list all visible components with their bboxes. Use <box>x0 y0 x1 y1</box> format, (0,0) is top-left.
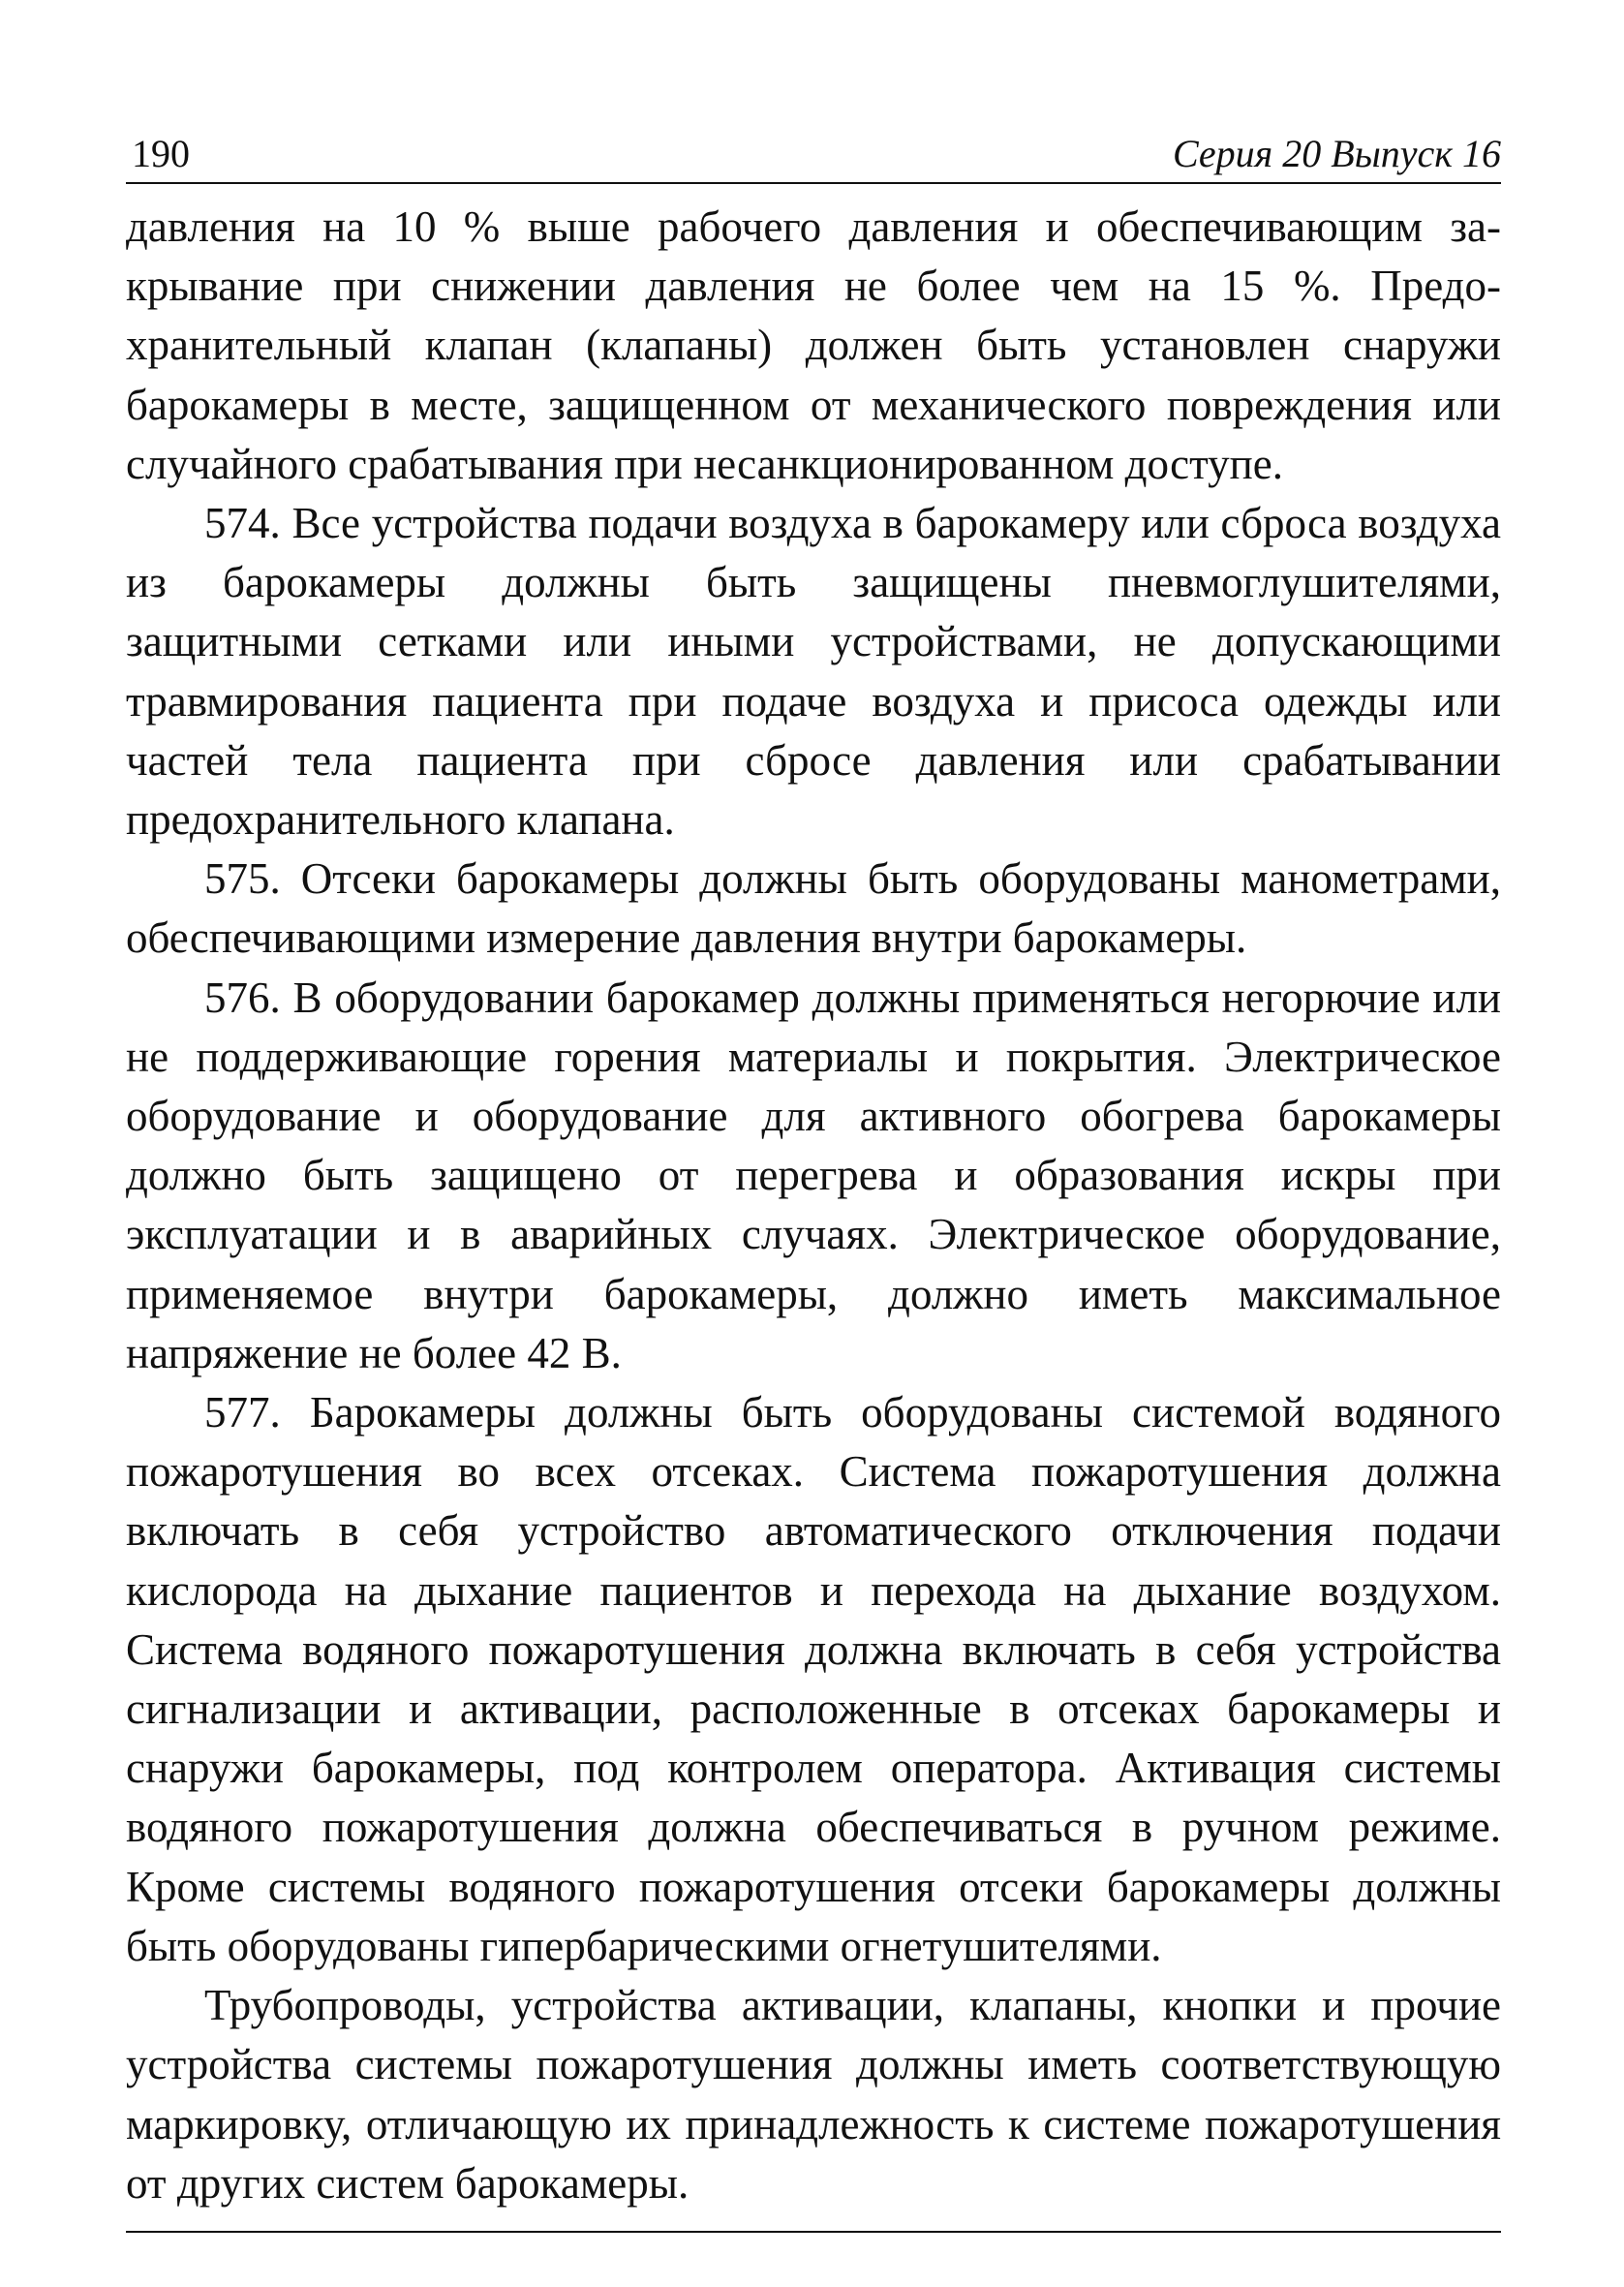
page-number: 190 <box>132 132 190 175</box>
paragraph-577: 577. Барокамеры должны быть оборудованы системой водяного пожаротушения во всех отсеках. Система пожаротушения должна включать в себя устройство автоматического отключения подачи кислорода на дыхание пациентов и перехода на дыхание воздухом. Система водяного пожаротушения должна включать в себя устройства сигнализации и активации, расположенные в отсеках бaрокамеры и снаружи барокамеры, под контролем оператора. Активация системы водяного пожаротушения должна обеспечиваться в ручном режиме. Кроме системы водяного пожаротушения отсеки барокамеры должны быть оборудованы гипербарическими огнетушителями. <box>126 1388 1501 1970</box>
body-text <box>126 198 1501 2213</box>
paragraph-575: 575. Отсеки барокамеры должны быть оборудованы манометрами, обеспечивающими измерение давления внутри барокамеры. <box>126 854 1501 963</box>
bottom-rule <box>126 2231 1501 2233</box>
paragraph-577-continued: Трубопроводы, устройства активации, клапаны, кнопки и прочие устройства системы пожаротушения должны иметь соответствующую маркировку, отличающую их принадлежность к системе пожаротушения от других систем барокамеры. <box>126 1981 1501 2208</box>
paragraph-continuation: давления на 10 % выше рабочего давления и обеспечивающим закрывание при снижении давления не более чем на 15 %. Предохранительный клапан (клапаны) должен быть установлен снаружи барокамеры в месте, защищенном от механического повреждения или случайного срабатывания при несанкционированном доступе. <box>126 202 1501 488</box>
document-page <box>126 126 1501 2233</box>
series-title: Серия 20 Выпуск 16 <box>1172 132 1501 175</box>
paragraph-576: 576. В оборудовании барокамер должны применяться негорючие или не поддерживающие горения материалы и покрытия. Электрическое оборудование и оборудование для активного обогрева барокамеры должно быть защищено от перегрева и образования искры при эксплуатации и в аварийных случаях. Электрическое оборудование, применяемое внутри барокамеры, должно иметь максимальное напряжение не более 42 В. <box>126 973 1501 1377</box>
paragraph-574: 574. Все устройства подачи воздуха в барокамеру или сброса воздуха из барокамеры должны быть защищены пневмоглушителями, защитными сетками или иными устройствами, не допускающими травмирования пациента при подаче воздуха и присоса одежды или частей тела пациента при сбросе давления или срабатывании предохранительного клапана. <box>126 499 1501 845</box>
running-header <box>126 126 1501 184</box>
